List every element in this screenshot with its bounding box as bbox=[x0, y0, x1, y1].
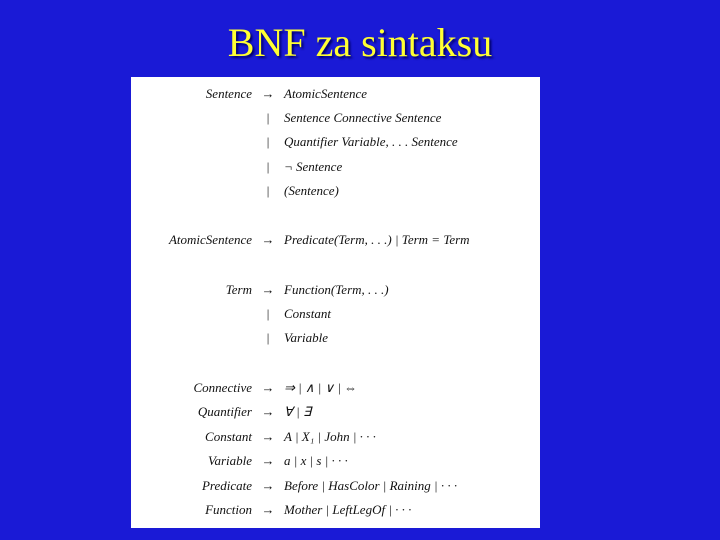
rule-symbol: | bbox=[266, 330, 270, 345]
rule-symbol: → bbox=[261, 232, 275, 247]
rule-rhs: (Sentence) bbox=[284, 183, 339, 198]
grammar-rule bbox=[131, 380, 540, 400]
rule-symbol: → bbox=[261, 478, 275, 493]
grammar-rule bbox=[131, 86, 540, 106]
rule-lhs: Sentence bbox=[205, 86, 252, 101]
grammar-rule bbox=[131, 110, 540, 130]
grammar-rule bbox=[131, 183, 540, 203]
grammar-rule bbox=[131, 282, 540, 302]
rule-rhs: AtomicSentence bbox=[284, 86, 368, 101]
rule-symbol: → bbox=[261, 502, 275, 517]
grammar-rule bbox=[131, 502, 540, 522]
rule-rhs: Before | HasColor | Raining | · · · bbox=[284, 478, 458, 493]
rule-symbol: | bbox=[266, 134, 270, 149]
rule-lhs: Connective bbox=[193, 380, 252, 395]
grammar-rule bbox=[131, 159, 540, 179]
rule-lhs: Constant bbox=[205, 429, 252, 444]
rule-symbol: → bbox=[261, 429, 275, 444]
rule-rhs: ¬ Sentence bbox=[284, 159, 343, 174]
rule-lhs: Variable bbox=[207, 453, 252, 468]
rule-lhs: Term bbox=[225, 282, 252, 297]
rule-rhs: Function(Term, . . .) bbox=[284, 282, 389, 297]
grammar-rule bbox=[131, 478, 540, 498]
rule-rhs: a | x | s | · · · bbox=[284, 453, 348, 468]
rule-rhs: ⇒ | ∧ | ∨ | ⇔ bbox=[284, 380, 358, 395]
rule-symbol: | bbox=[266, 159, 270, 174]
rule-rhs: ∀ | ∃ bbox=[284, 404, 312, 419]
rule-symbol: → bbox=[261, 380, 275, 395]
grammar-rule bbox=[131, 232, 540, 252]
grammar-rule bbox=[131, 306, 540, 326]
rule-rhs: Constant bbox=[284, 306, 331, 321]
grammar-rule bbox=[131, 429, 540, 449]
rule-symbol: → bbox=[261, 86, 275, 101]
grammar-rule bbox=[131, 330, 540, 350]
rule-lhs: Quantifier bbox=[197, 404, 252, 419]
rule-rhs: Mother | LeftLegOf | · · · bbox=[284, 502, 412, 517]
bnf-grammar-panel bbox=[131, 77, 540, 528]
rule-symbol: | bbox=[266, 110, 270, 125]
rule-symbol: → bbox=[261, 282, 275, 297]
rule-rhs: Sentence Connective Sentence bbox=[284, 110, 442, 125]
grammar-rule bbox=[131, 453, 540, 473]
rule-rhs: A | X₁ | John | · · · bbox=[284, 429, 376, 444]
rule-lhs: AtomicSentence bbox=[168, 232, 252, 247]
rule-symbol: | bbox=[266, 183, 270, 198]
rule-lhs: Predicate bbox=[201, 478, 252, 493]
slide-title: BNF za sintaksu bbox=[227, 20, 493, 65]
rule-rhs: Predicate(Term, . . .) | Term = Term bbox=[284, 232, 470, 247]
grammar-rule bbox=[131, 134, 540, 154]
rule-rhs: Quantifier Variable, . . . Sentence bbox=[284, 134, 458, 149]
rule-symbol: | bbox=[266, 306, 270, 321]
rule-symbol: → bbox=[261, 404, 275, 419]
rule-lhs: Function bbox=[205, 502, 252, 517]
grammar-rule bbox=[131, 404, 540, 424]
rule-symbol: → bbox=[261, 453, 275, 468]
rule-rhs: Variable bbox=[284, 330, 329, 345]
